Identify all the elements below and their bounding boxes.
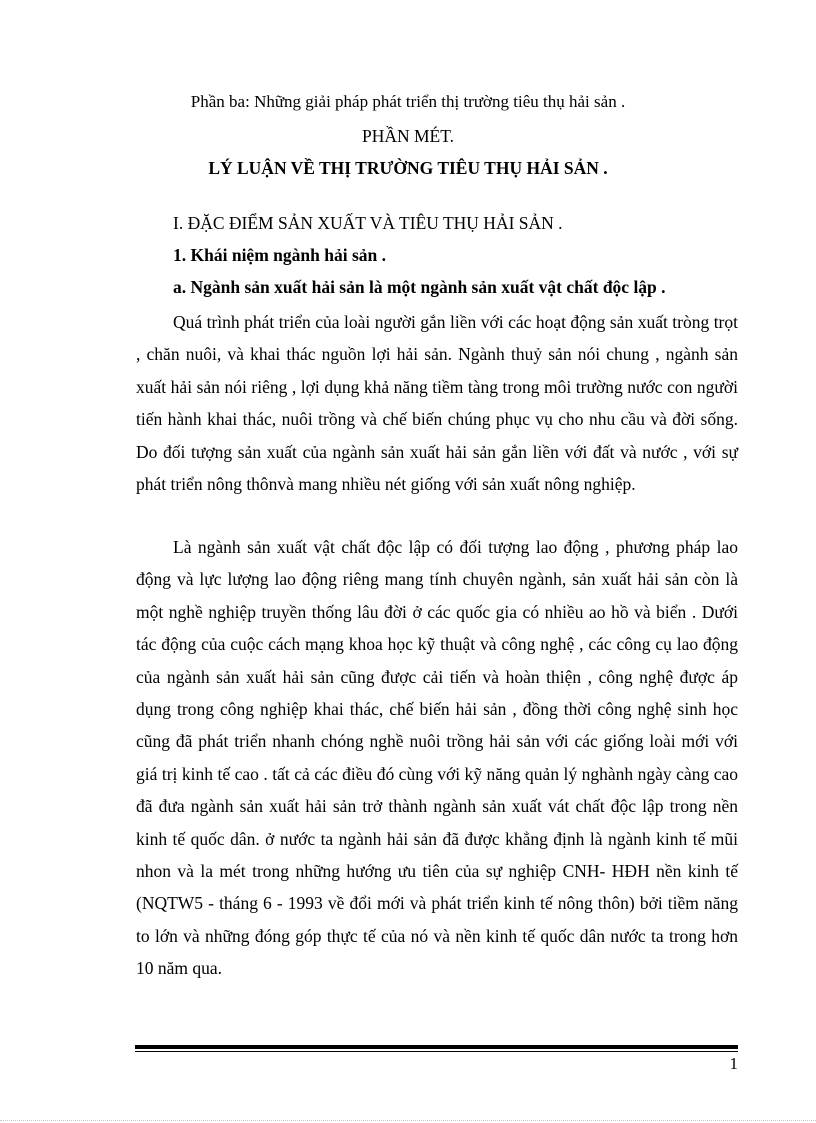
subsub-heading: a. Ngành sản xuất hải sản là một ngành sản xuất vật chất độc lập . xyxy=(173,277,666,297)
chapter-title: LÝ LUẬN VỀ THỊ TRƯỜNG TIÊU THỤ HẢI SẢN . xyxy=(208,158,608,178)
part-title: PHẦN MÉT. xyxy=(361,126,455,146)
part-three-subtitle: Phần ba: Những giải pháp phát triển thị trường tiêu thụ hải sản . xyxy=(190,92,626,111)
footer-rule-thin xyxy=(135,1051,738,1052)
sub-heading: 1. Khái niệm ngành hải sản . xyxy=(173,245,386,265)
page-number: 1 xyxy=(729,1054,738,1073)
section-heading: I. ĐẶC ĐIỂM SẢN XUẤT VÀ TIÊU THỤ HẢI SẢN . xyxy=(173,213,563,233)
footer-rule-thick xyxy=(135,1045,738,1049)
body-paragraph-2: Là ngành sản xuất vật chất độc lập có đối tượng lao động , phương pháp lao động và lực lượng lao động riêng mang tính chuyên ngành, sản xuất hải sản còn là một nghề nghiệp truyền thống lâu đời ở các quốc gia có nhiều ao hồ và biển . Dưới tác động của cuộc cách mạng khoa học kỹ thuật và công nghệ , các công cụ lao động của ngành sản xuất hải sản cũng được cải tiến và hoàn thiện , công nghệ được áp dụng trong công nghiệp khai thác, chế biến hải sản , đồng thời công nghệ sinh học cũng đã phát triển nhanh chóng nghề nuôi trồng hải sản với các giống loài mới với giá trị kinh tế cao . tất cả các điều đó cùng với kỹ năng quản lý nghành ngày càng cao đã đưa ngành sản xuất hải sản trở thành ngành sản xuất vát chất độc lập trong nền kinh tế quốc dân. ở nước ta ngành hải sản đã được khẳng định là ngành kinh tế mũi nhon và la mét trong những hướng ưu tiên của sự nghiệp CNH- HĐH nền kinh tế (NQTW5 - tháng 6 - 1993 về đổi mới và phát triển kinh tế nông thôn) bởi tiềm năng to lớn và những đóng góp thực tế của nó và nền kinh tế quốc dân nước ta trong hơn 10 năm qua. xyxy=(136,537,738,979)
page-edge-divider xyxy=(0,1120,816,1121)
body-paragraph-1: Quá trình phát triển của loài người gắn liền với các hoạt động sản xuất tròng trọt , chăn nuôi, và khai thác nguồn lợi hải sản. Ngành thuỷ sản nói chung , ngành sản xuất hải sản nói riêng , lợi dụng khả năng tiềm tàng trong môi trường nước con người tiến hành khai thác, nuôi trồng và chế biến chúng phục vụ cho nhu cầu và đời sống. Do đối tượng sản xuất của ngành sản xuất hải sản gắn liền với đất và nước , với sự phát triển nông thônvà mang nhiều nét giống với sản xuất nông nghiệp. xyxy=(136,312,738,495)
